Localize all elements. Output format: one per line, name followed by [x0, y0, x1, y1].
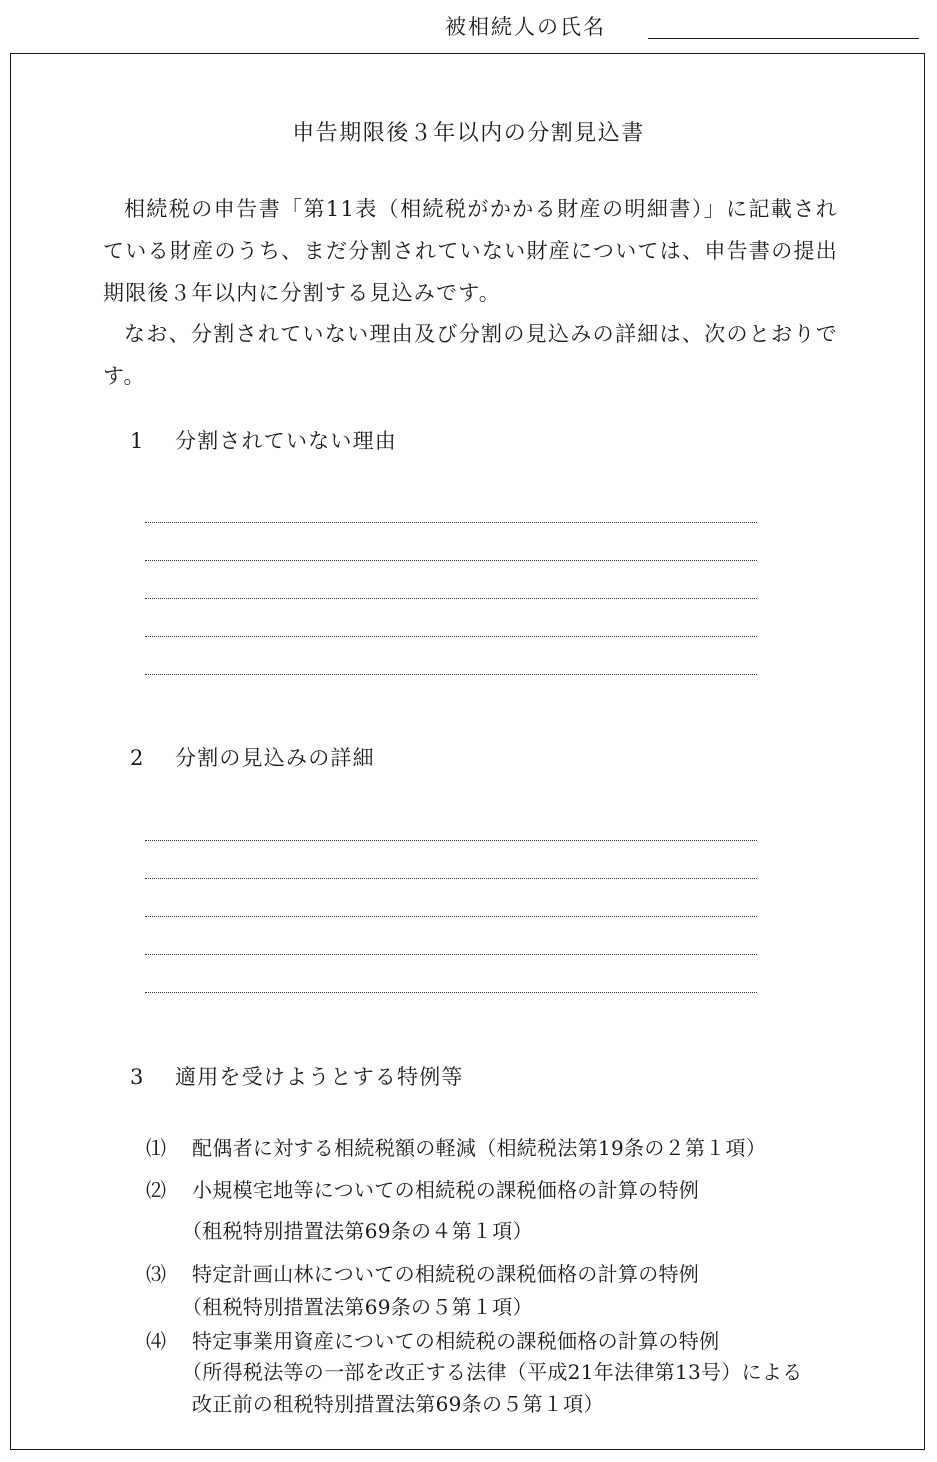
reason-line-2[interactable]: [145, 560, 757, 561]
section-number: 3: [130, 1065, 145, 1089]
item-text-continuation: （租税特別措置法第69条の４第１項）: [182, 1219, 533, 1243]
reason-line-4[interactable]: [145, 636, 757, 637]
reason-line-5[interactable]: [145, 674, 757, 675]
intro-paragraph: 相続税の申告書「第11表（相続税がかかる財産の明細書）」に記載されている財産のうち、まだ分割されていない財産については、申告書の提出期限後３年以内に分割する見込みです。: [103, 197, 838, 305]
details-line-4[interactable]: [145, 954, 757, 955]
section-number: 1: [130, 429, 145, 453]
item-text: 小規模宅地等についての相続税の課税価格の計算の特例: [192, 1178, 700, 1202]
details-line-1[interactable]: [145, 840, 757, 841]
details-line-5[interactable]: [145, 992, 757, 993]
details-line-3[interactable]: [145, 916, 757, 917]
item-text: 配偶者に対する相続税額の軽減（相続税法第19条の２第１項）: [192, 1136, 767, 1160]
item-number: ⑷: [146, 1329, 167, 1353]
reason-line-1[interactable]: [145, 522, 757, 523]
item-text: 特定事業用資産についての相続税の課税価格の計算の特例: [192, 1329, 720, 1353]
section-title: 分割されていない理由: [175, 429, 397, 453]
list-item: [146, 1259, 699, 1289]
document-title: 申告期限後３年以内の分割見込書: [292, 121, 645, 146]
section-number: 2: [130, 746, 145, 770]
decedent-name-field[interactable]: [648, 38, 919, 39]
item-text-continuation: （租税特別措置法第69条の５第１項）: [182, 1295, 533, 1319]
item-text: 特定計画山林についての相続税の課税価格の計算の特例: [192, 1262, 700, 1286]
details-paragraph: なお、分割されていない理由及び分割の見込みの詳細は、次のとおりです。: [103, 322, 838, 388]
list-item: [146, 1326, 719, 1356]
item-text-continuation: 改正前の租税特別措置法第69条の５第１項）: [192, 1392, 604, 1416]
section-2-heading: [130, 743, 375, 773]
section-title: 適用を受けようとする特例等: [175, 1065, 464, 1089]
section-title: 分割の見込みの詳細: [175, 746, 375, 770]
reason-line-3[interactable]: [145, 598, 757, 599]
item-text-continuation: （所得税法等の一部を改正する法律（平成21年法律第13号）による: [182, 1360, 803, 1384]
section-3-heading: [130, 1062, 464, 1092]
item-number: ⑵: [146, 1178, 167, 1202]
item-number: ⑴: [146, 1136, 167, 1160]
list-item: [146, 1175, 699, 1205]
list-item: [146, 1133, 766, 1163]
decedent-name-label: 被相続人の氏名: [445, 15, 606, 39]
item-number: ⑶: [146, 1262, 167, 1286]
section-1-heading: [130, 426, 397, 456]
details-line-2[interactable]: [145, 878, 757, 879]
